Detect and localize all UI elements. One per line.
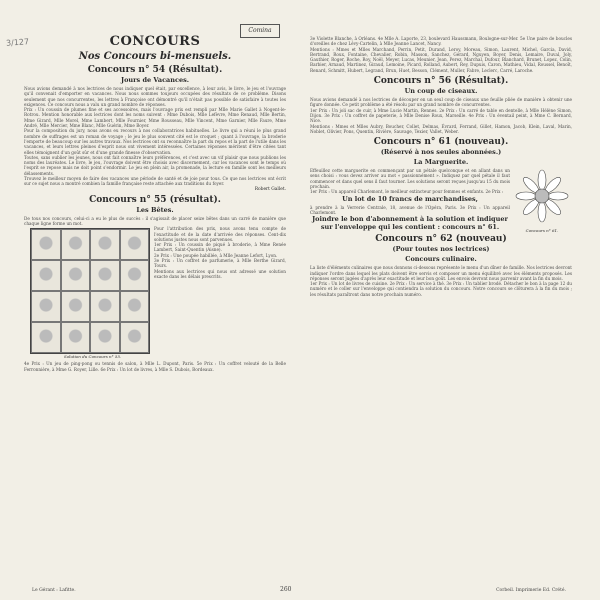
body-text: La liste d'éléments culinaires que nous donnons ci-dessous représente le menu d'un dîner de famille. Nos lectrices devront indiquer l'ordre dans lequel les plats doivent être servis et composer un menu équilibré avec les éléments proposés. Les réponses seront jugées d'après leur exactitude et leur bon goût. Les envois devront nous parvenir avant la fin du mois. xyxy=(310,265,572,281)
joindre-note: Joindre le bon d'abonnement à la solution et indiquer sur l'enveloppe qui les contient : concours n° 61. xyxy=(312,215,508,232)
grid-cell xyxy=(120,291,150,322)
grid-cell xyxy=(61,260,91,291)
footer-printer: Corbeil. Imprimerie Ed. Crété. xyxy=(496,588,566,593)
body-text: 1er Prix : Un lot de livres de cuisine. 2e Prix : Un service à thé. 3e Prix : Un tablier brodé. Détacher le bon à la page 12 du numéro et le coller sur l'enveloppe qui contiendra la solution du concours. Notre concours se clôturera à la fin du mois ; les résultats paraîtront dans notre prochain numéro. xyxy=(310,281,572,297)
grid-cell xyxy=(31,322,61,353)
body-text: Toutes, sans oublier les jeunes, nous ont fait connaître leurs préférences, et c'est avec un vif plaisir que nous publions les noms des lauréates. Le livre, le jeu, l'ouvrage doivent être choisis avec discernement, car les vacances sont le temps où l'esprit se repose mais ne doit point s'endormir. Le jeu en plein air, la promenade, la lecture en famille sont les meilleurs délassements. xyxy=(24,154,286,176)
grid-cell xyxy=(90,291,120,322)
grid-cell xyxy=(90,229,120,260)
page xyxy=(22,22,576,582)
grid-cell xyxy=(31,260,61,291)
concours-55-prizes xyxy=(154,226,286,279)
page-footer xyxy=(22,588,576,596)
signature: Robert Gallet. xyxy=(254,186,286,192)
footer-gerant: Le Gérant : Lafitte. xyxy=(32,588,76,593)
page-number: 260 xyxy=(280,586,292,593)
library-stamp: Comina xyxy=(240,24,280,38)
grid-cell xyxy=(120,260,150,291)
body-text: 1er Prix : Un coussin de piqué à broderie, à Mme Renée Lambert, Saint-Quentin (Aisne). xyxy=(154,242,286,253)
concours-62-heading: Concours n° 62 (nouveau) xyxy=(375,234,507,245)
grid-cell xyxy=(61,229,91,260)
concours-61-heading: Concours n° 61 (nouveau). xyxy=(373,137,509,148)
body-text: Nous avions demandé à nos lectrices de nous indiquer quel était, par excellence, à leur avis, le livre, le jeu et l'ouvrage qu'il convenait d'emporter en vacances. Nous nous sommes toujours occupées des résultats de ce problème. Disons seulement que nos concurrentes, les lettres à Françoise ont démontré qu'il n'était pas possible de satisfaire à toutes les exigences. Ce concours nous a valu un grand nombre de réponses. xyxy=(24,86,286,107)
body-text: 3e Violette Blanche, à Orléans. 4e Mlle A. Laporte, 23, boulevard Haussmann, Boulogne-sur-Mer. 5e Une paire de boucles d'oreilles de chez Lévy-Cartelin, à Mlle Jeanne Lancet, Nancy. xyxy=(310,36,572,47)
body-text: Effeuillez cette marguerite en commençant par un pétale quelconque et en allant dans un sens choisi : vous devez arriver au mot « passionnément ». Indiquez par quel pétale il faut commencer et dans quel sens il faut tourner. Les solutions seront reçues jusqu'au 15 du mois prochain. xyxy=(310,168,510,190)
daisy-caption: Concours n° 61. xyxy=(525,228,559,234)
body-text: Pour la composition du jury, nous avons eu recours à nos collaboratrices habituelles. Le livre qui a réuni le plus grand nombre de suffrages est un roman de voyage ; le jeu le plus souvent cité est le croquet ; quant à l'ouvrage, la broderie l'emporte de beaucoup sur les autres travaux. Nos lectrices ont su reconnaître la part du repos et la part de l'utile dans les vacances, et leurs lettres pleines d'esprit nous ont vivement intéressées. Certaines réponses méritent d'être citées tant elles témoignent d'un goût sûr et d'une grande finesse d'observation. xyxy=(24,128,286,155)
body-text: 3e Prix : Un coffret de parfumerie, à Mlle Berthe Girard, Tours. xyxy=(154,258,286,269)
grid-cell xyxy=(120,229,150,260)
body-text: Trouvez le meilleur moyen de faire des vacances une période de santé et de joie pour tous. Ce que nos lectrices ont écrit sur ce sujet nous a montré combien la famille française reste attachée aux traditions du foyer. xyxy=(24,176,286,187)
grid-cell xyxy=(31,229,61,260)
body-text: 4e Prix : Un jeu de ping-pong ou tennis de salon, à Mlle L. Dupont, Paris. 5e Prix : Un coffret velouté de la Belle Ferronnière, à Mme G. Royer, Lille. 6e Prix : Un lot de livres, à Mlle S. Dubois, Bordeaux. xyxy=(24,361,286,372)
body-text: Prix : Un coussin de plumes fine et ses accessoires, mais l'ouvrage prix est rempli par Mlle Marie Gallet à Nogent-le-Rotrou. Mention honorable aux lectrices dont les noms suivent : Mme Dubois, Mlle Lefèvre, Mme Renaud, Mlle Bertin, Mme Girard, Mlle Morel, Mme Lambert, Mlle Fournier, Mme Rousseau, Mlle Vincent, Mme Garnier, Mlle Faure, Mme André, Mlle Mercier, Mme Blanc, Mlle Guérin, Mme Boyer. xyxy=(24,107,286,129)
grid-caption: Solution du Concours n° 55. xyxy=(64,354,122,360)
concours-54-heading: Concours n° 54 (Résultat). xyxy=(87,65,223,75)
daisy-illustration xyxy=(514,168,570,234)
concours-62-note: (Pour toutes nos lectrices) xyxy=(392,245,490,254)
body-text: 1er Prix : Un joli sac de cuir, à Mme Lucie Martin, Rennes. 2e Prix : Un carré de table en dentelle, à Mlle Hélène Simon, Dijon. 3e Prix : Un coffret de papeterie, à Mlle Denise Roux, Marseille. 4e Prix : Un éventail peint, à Mme C. Bernard, Nice. xyxy=(310,107,572,124)
concours-56-subheading: Un coup de ciseaux. xyxy=(404,87,478,96)
left-column xyxy=(24,22,286,542)
body-text: Mentions aux lectrices qui nous ont adressé une solution exacte dans les délais prescrits. xyxy=(154,268,286,279)
concours-55-heading: Concours n° 55 (résultat). xyxy=(89,194,221,205)
body-text: Mentions : Mmes et Mlles Marchand, Perrin, Petit, Durand, Leroy, Moreau, Simon, Laurent, Michel, Garcia, David, Bertrand, Roux, Fontaine, Chevalier, Robin, Masson, Sanchez, Gérard, Nguyen, Boyer, Denis, Lemaire, Duval, Joly, Gauthier, Roger, Roche, Roy, Noël, Meyer, Lucas, Meunier, Jean, Perez, Marchal, Dufour, Blanchard, Brunet, Lopez, Colin, Barbier, Arnaud, Martinez, Giraud, Lemoine, Picard, Rolland, Aubert, Rey, Dupuis, Caron, Mathieu, Vidal, Roussel, Benoît, Renard, Schmitt, Hubert, Legrand, Brun, Huet, Besson, Clément, Muller, Fabre, Leclerc, Carré, Laroche. xyxy=(310,46,572,73)
handwritten-note: 3/127 xyxy=(5,37,30,48)
body-text: Mentions : Mmes et Mlles Aubry, Boucher, Collet, Delmas, Évrard, Ferrand, Gillet, Hamon, Jacob, Klein, Laval, Marin, Noblet, Olivier, Pons, Quentin, Rivière, Sauvage, Texier, Vallet, Weber. xyxy=(310,123,572,134)
body-text: De tous nos concours, celui-ci a eu le plus de succès : il s'agissait de placer seize bêtes dans un carré de manière que chaque ligne forme un mot. xyxy=(24,215,286,226)
body-text: à prendre à la Verrerie Centrale, 18, avenue de l'Opéra, Paris. 3e Prix : Un appareil Charlemont. xyxy=(310,204,510,215)
body-text: 2e Prix : Une poupée habillée, à Mlle Jeanne Lefort, Lyon. xyxy=(154,252,278,258)
concours-56-heading: Concours n° 56 (Résultat). xyxy=(373,76,509,87)
grid-cell xyxy=(90,322,120,353)
grid-cell xyxy=(61,322,91,353)
page-title: CONCOURS xyxy=(109,34,201,49)
puzzle-grid-image xyxy=(30,228,150,354)
daisy-icon xyxy=(514,168,570,224)
page-subtitle: Nos Concours bi-mensuels. xyxy=(78,51,232,62)
concours-54-subheading: Jours de Vacances. xyxy=(121,76,189,84)
body-text: Pour l'attribution des prix, nous avons tenu compte de l'exactitude et de la date d'arrivée des réponses. Cent-dix solutions justes nous sont parvenues. xyxy=(154,226,286,242)
concours-62-subheading: Concours culinaire. xyxy=(405,255,477,264)
concours-61-note: (Réservé à nos seules abonnées.) xyxy=(380,148,502,157)
grid-cell xyxy=(90,260,120,291)
concours-55-subheading: Les Bêtes. xyxy=(136,205,174,214)
body-text: 1er Prix : Un appareil Charlemont, le meilleur extincteur pour femmes et enfants. 2e Prix : xyxy=(310,189,504,195)
grid-cell xyxy=(120,322,150,353)
right-column xyxy=(310,36,572,556)
body-text: Nous avions demandé à nos lectrices de découper en un seul coup de ciseaux une feuille pliée de manière à obtenir une figure donnée. Ce petit problème a été résolu par un grand nombre de concurrentes. xyxy=(310,97,572,108)
prize-line: Un lot de 10 francs de marchandises, xyxy=(342,194,478,203)
grid-cell xyxy=(61,291,91,322)
grid-cell xyxy=(31,291,61,322)
concours-61-subheading: La Marguerite. xyxy=(413,158,469,167)
